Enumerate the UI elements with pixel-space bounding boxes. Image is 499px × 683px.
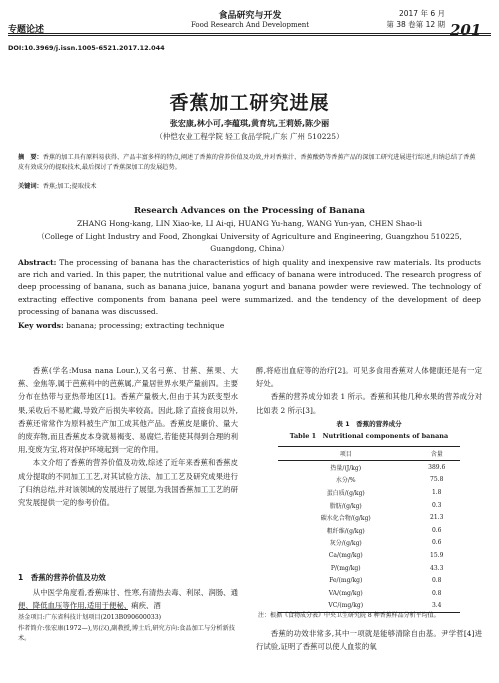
table-row bbox=[278, 587, 460, 600]
affiliation-en: （College of Light Industry and Food, Zhongkai University of Agriculture and Engineering, Guangzhou 510225, Guangdong, China） bbox=[37, 232, 462, 253]
table-caption-en: Table 1 Nutritional components of banana bbox=[289, 432, 449, 440]
table-cell: 脂肪/(g/kg) bbox=[329, 502, 362, 510]
table-cell: 0.6 bbox=[431, 526, 442, 534]
title-en: Research Advances on the Processing of Banana bbox=[133, 206, 366, 216]
issue-date: 2017 年 6 月 bbox=[398, 9, 445, 18]
body-paragraph-table-ref: 香蕉的营养成分如表 1 所示。香蕉和其他几种水果的营养成分对比如表 2 所示[3]。 bbox=[256, 392, 482, 415]
body-paragraph-scope: 本文介绍了香蕉的营养价值及功效,综述了近年来香蕉和香蕉皮成分提取的不同加工工艺,对其试验方法、加工工艺及研究成果进行了归纳总结,并对该领域的发展进行了展望,为我国香蕉加工工艺的研究发展提供一定的参考价值。 bbox=[18, 458, 238, 508]
header-rule-thin bbox=[8, 35, 491, 36]
table-row bbox=[278, 499, 460, 512]
table-row bbox=[278, 474, 460, 487]
journal-title-cn: 食品研究与开发 bbox=[218, 11, 282, 21]
table-cell: 蛋白质/(g/kg) bbox=[326, 489, 365, 497]
footnote-rule bbox=[18, 609, 128, 610]
table-header-content: 含量 bbox=[413, 447, 460, 461]
table-row bbox=[278, 511, 460, 524]
table-cell: 15.9 bbox=[430, 551, 444, 559]
abstract-en-label: Abstract: bbox=[18, 258, 57, 267]
page-number: 201 bbox=[450, 21, 482, 39]
table-cell: 0.8 bbox=[431, 577, 442, 585]
table-cell: VC/(mg/kg) bbox=[278, 600, 413, 613]
keywords-en-label: Key words: bbox=[18, 321, 64, 330]
issue-info bbox=[350, 8, 445, 30]
title-cn: 香蕉加工研究进展 bbox=[169, 92, 330, 114]
body-paragraph-intro: 香蕉(学名:Musa nana Lour.),又名弓蕉、甘蕉、蕉果、大蕉、金焦等,属于芭蕉科中的芭蕉属,产量居世界水果产量前四。主要分布在热带与亚热带地区[1]。香蕉产量极大,但由于其为跃变型水果,采收后不易贮藏,导致产后损失率较高。因此,除了直接食用以外,香蕉还常常作为原料被生产加工成其他产品。香蕉皮是廉价、量大的废弃物,而且香蕉皮本身就易褐变、易腐烂,若能使其得到合理的利用,变废为宝,将对保护环境起到一定的作用。 bbox=[18, 366, 238, 455]
table-cell: P/(mg/kg) bbox=[330, 564, 361, 572]
footnote-author: 作者简介:张宏康(1972—),男(汉),副教授,博士后,研究方向:食品加工与分析新技术。 bbox=[18, 624, 235, 642]
table-cell: 21.3 bbox=[430, 514, 444, 522]
keywords-cn bbox=[18, 181, 481, 190]
body-right-column-lower bbox=[256, 627, 482, 653]
table-row bbox=[278, 537, 460, 550]
keywords-en-text: banana; processing; extracting technique bbox=[66, 321, 225, 330]
table-cell: 1.8 bbox=[431, 488, 442, 496]
issue-volume: 第 38 卷第 12 期 bbox=[386, 20, 445, 29]
table-caption-cn: 表 1 香蕉的营养成分 bbox=[336, 420, 402, 428]
table-note: 注：根据《食物成分表》中央卫生研究院 8 种香蕉样品分析平均值。 bbox=[258, 612, 440, 619]
body-paragraph-continued: 醉,将疮出血症等的治疗[2]。可见多食用香蕉对人体健康还是有一定好处。 bbox=[256, 366, 482, 389]
body-right-column bbox=[256, 364, 482, 417]
keywords-cn-label: 关键词： bbox=[18, 183, 43, 190]
table-row bbox=[278, 574, 460, 587]
abstract-cn-label: 摘 要： bbox=[18, 154, 43, 161]
abstract-cn bbox=[18, 153, 481, 173]
table-cell: 3.4 bbox=[413, 600, 460, 613]
authors-en: ZHANG Hong-kang, LIN Xiao-ke, LI Ai-qi, HUANG Yu-hang, WANG Yun-yan, CHEN Shao-li bbox=[76, 219, 423, 228]
nutrition-table bbox=[278, 446, 460, 613]
body-paragraph-efficacy: 香蕉的功效非常多,其中一项就是能够清除自由基。尹学哲[4]进行试验,证明了香蕉可以使人血浆的氧 bbox=[256, 629, 482, 652]
keywords-cn-text: 香蕉;加工;提取技术 bbox=[42, 183, 97, 190]
table-cell: 灰分/(g/kg) bbox=[329, 540, 362, 548]
column-label: 专题论述 bbox=[8, 25, 45, 35]
header-rule bbox=[8, 33, 491, 34]
table-cell: 389.6 bbox=[428, 463, 446, 471]
journal-title-en: Food Research And Development bbox=[190, 21, 310, 29]
doi: DOI:10.3969/j.issn.1005-6521.2017.12.044 bbox=[8, 44, 165, 52]
footnote bbox=[18, 613, 238, 645]
table-cell: Fe/(mg/kg) bbox=[329, 577, 363, 585]
table-header-row bbox=[278, 447, 460, 461]
table-cell: 水分/% bbox=[335, 477, 356, 485]
table-cell: 粗纤维/(g/kg) bbox=[326, 527, 365, 535]
table-cell: Ca/(mg/kg) bbox=[328, 551, 363, 559]
abstract-en bbox=[18, 257, 481, 318]
table-cell: 0.8 bbox=[431, 589, 442, 597]
abstract-en-text: The processing of banana has the characteristics of high quality and inexpensive raw materials. Its products are rich and varied. In this paper, the nutritional value and efficacy of banana were introduced. The research progress of deep processing of banana, such as banana juice, banana yogurt and banana powder were reviewed. The technology of extracting effective components from banana peel were summarized. and the tendency of the development of deep processing of banana was discussed. bbox=[18, 258, 481, 316]
table-row bbox=[278, 562, 460, 575]
table-cell: 0.3 bbox=[431, 501, 442, 509]
table-header-item: 项目 bbox=[278, 447, 413, 461]
authors-cn: 张宏康,林小可,李蕴琪,黄育坑,王莉娇,陈少丽 bbox=[169, 119, 330, 128]
table-row bbox=[278, 486, 460, 499]
table-row bbox=[278, 549, 460, 562]
table-row bbox=[278, 461, 460, 474]
section-heading-1: 1 香蕉的营养价值及功效 bbox=[18, 573, 106, 582]
table-cell: VA/(mg/kg) bbox=[328, 589, 363, 597]
table-cell: 热量/(J/kg) bbox=[330, 464, 362, 472]
table-cell: 碳水化合物/(g/kg) bbox=[320, 515, 371, 523]
table-cell: 0.6 bbox=[431, 539, 442, 547]
table-cell: 43.3 bbox=[430, 564, 444, 572]
body-left-column bbox=[18, 364, 238, 509]
table-cell: 75.8 bbox=[430, 476, 444, 484]
table-row bbox=[278, 524, 460, 537]
affiliation-cn: （仲恺农业工程学院 轻工食品学院,广东 广州 510225） bbox=[155, 132, 344, 141]
keywords-en bbox=[18, 321, 481, 330]
abstract-cn-text: 香蕉的加工具有原料易获得、产品丰富多样的特点,阐述了香蕉的营养价值及功效,并对香蕉汁、香蕉酸奶等香蕉产品的深加工研究进展进行综述,归纳总结了香蕉皮有效成分的提取技术,最后探讨了香蕉深加工的发展趋势。 bbox=[18, 154, 476, 171]
body-paragraph-section1: 从中医学角度看,香蕉味甘、性寒,有清热去毒、利尿、润肠、通便、降低血压等作用,适用于便秘、痢疾、酒 bbox=[18, 588, 238, 611]
footnote-fund: 基金项目:广东省科技计划项目(2013B090600033) bbox=[18, 614, 162, 621]
